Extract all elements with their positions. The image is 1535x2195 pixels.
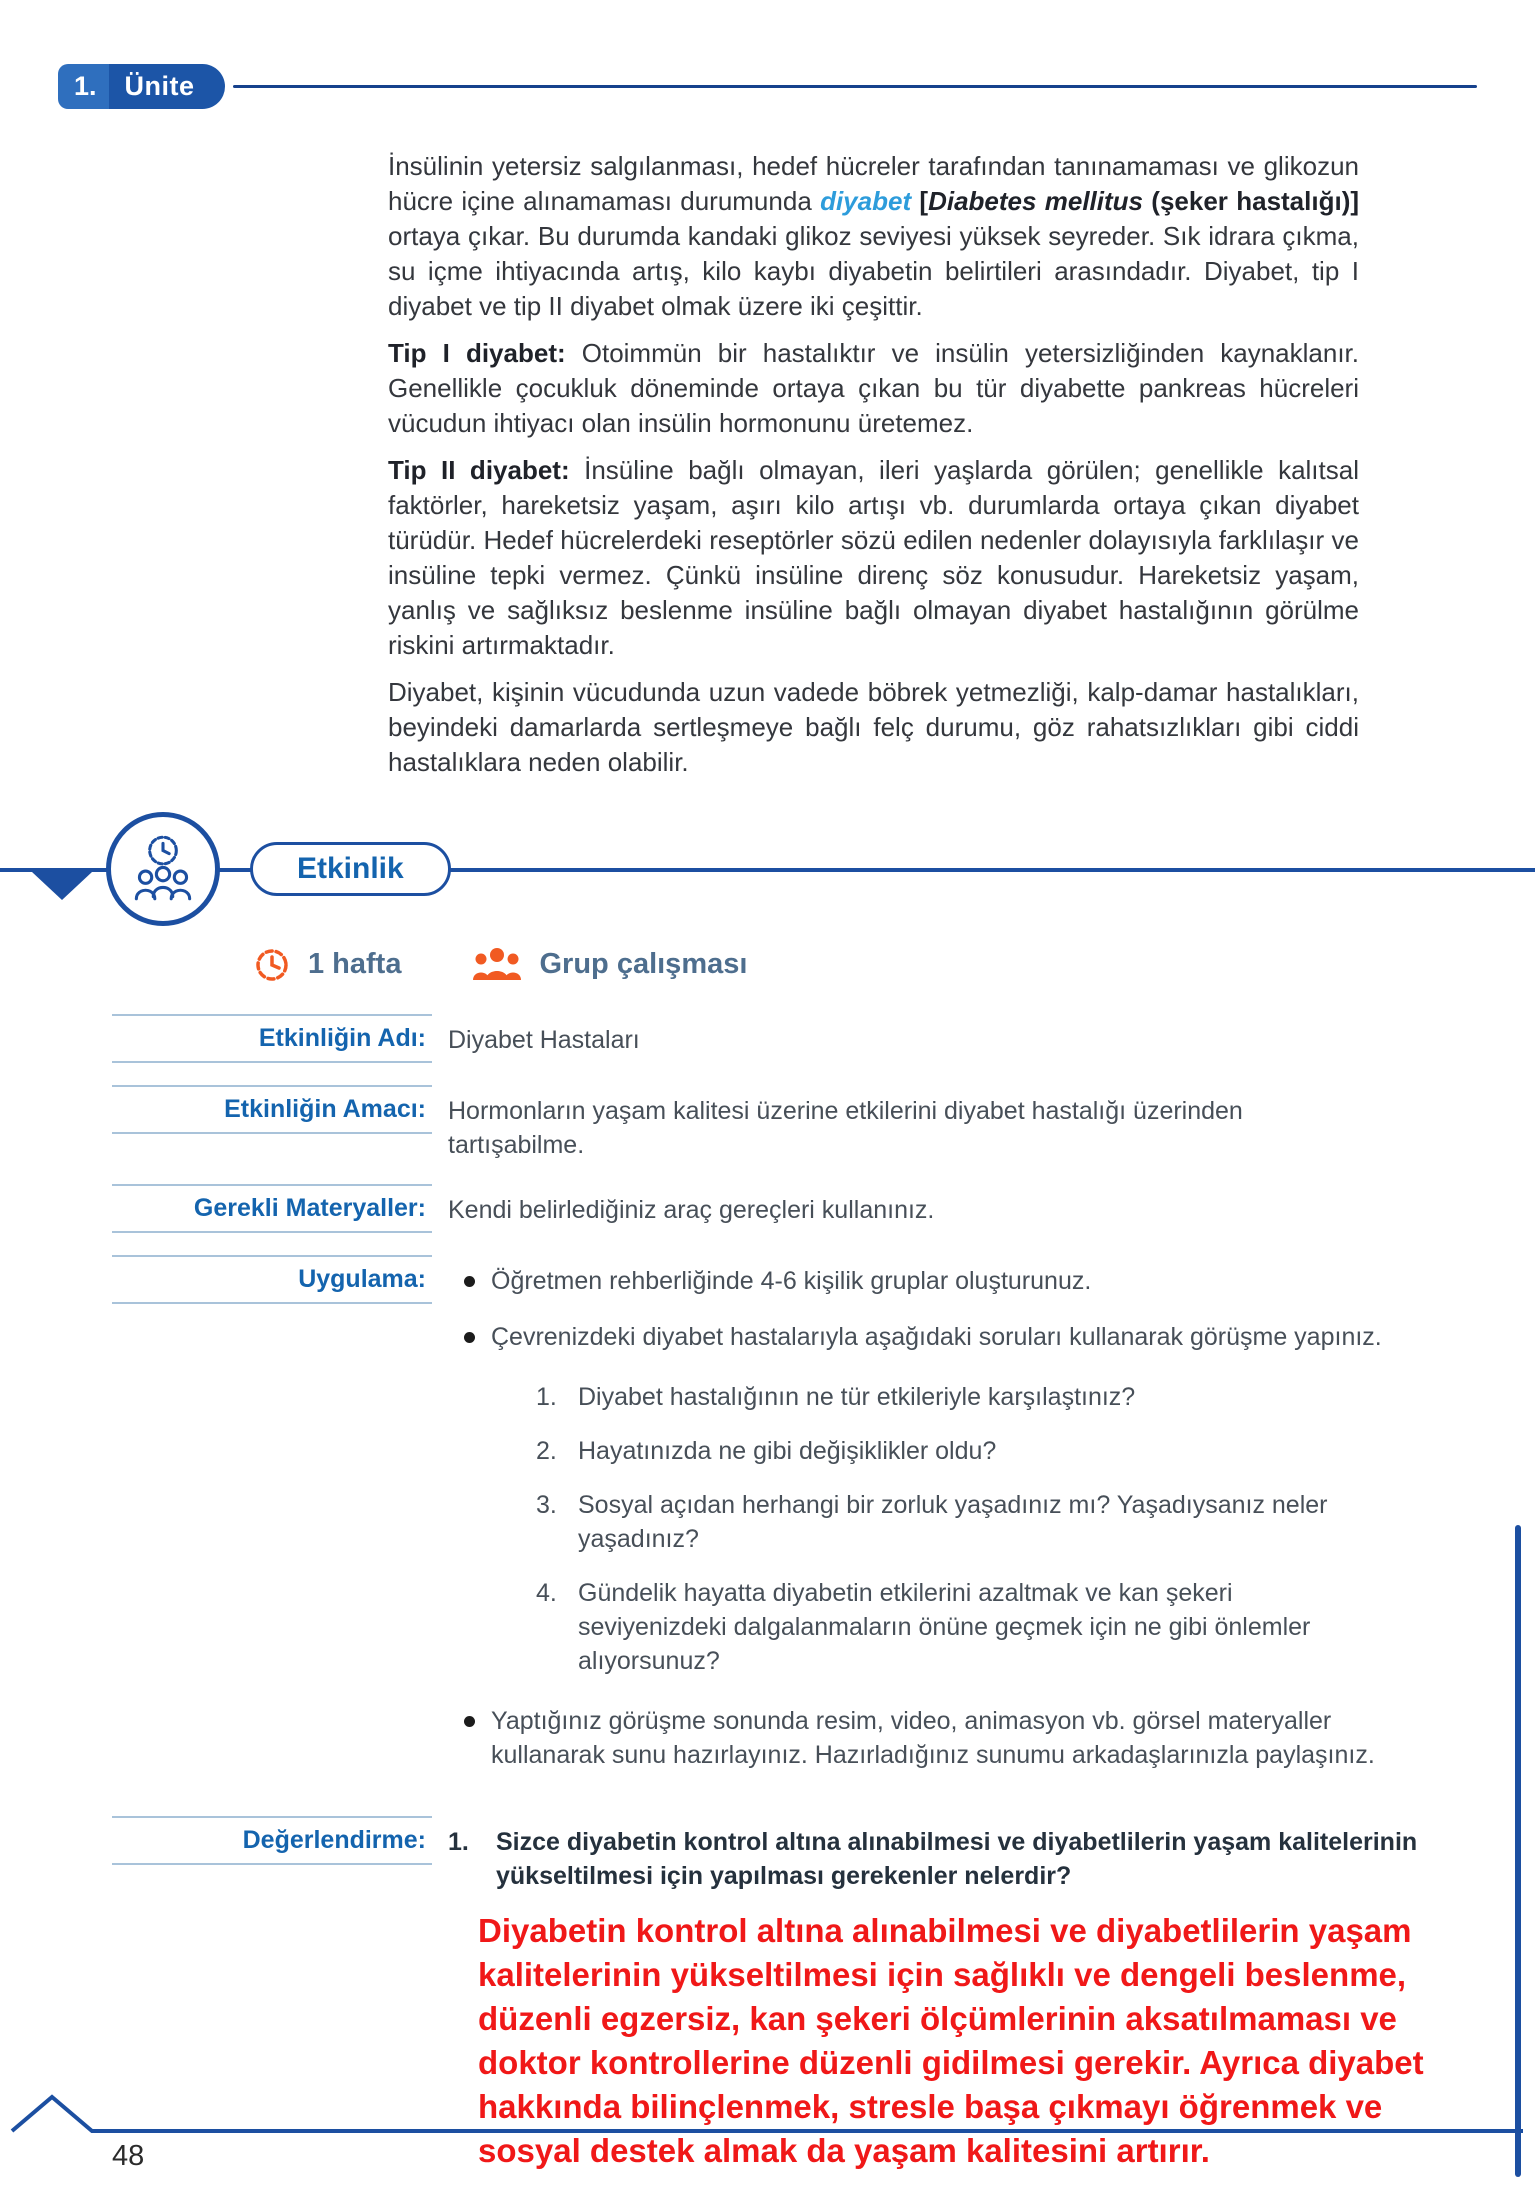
group-icon — [471, 945, 523, 983]
group-work-item — [471, 945, 747, 983]
evaluation-number: 1. — [448, 1828, 469, 1856]
intro-run-2: ortaya çıkar. Bu durumda kandaki glikoz seviyesi yüksek seyreder. Sık idrara çıkma, su içme ihtiyacında artış, kilo kaybı diyabetin belirtileri arasındadır. Diyabet, tip I diyabet ve tip II diyabet olmak üzere iki çeşittir. — [388, 221, 1359, 321]
divider-line — [0, 868, 1535, 872]
field-activity-name — [112, 1014, 1385, 1063]
question-item — [536, 1576, 1385, 1678]
field-value-purpose: Hormonların yaşam kalitesi üzerine etkilerini diyabet hastalığı üzerinden tartışabilme. — [448, 1097, 1243, 1159]
intro-text — [388, 149, 1359, 780]
unit-number: 1. — [58, 64, 109, 109]
list-item — [464, 1704, 1385, 1772]
question-text: Gündelik hayatta diyabetin etkilerini azaltmak ve kan şekeri seviyenizdeki dalgalanmaların önüne geçmek için ne gibi önlemler alıyorsunuz? — [578, 1579, 1311, 1675]
activity-block — [0, 944, 1535, 2173]
paragraph-diyabet-intro — [388, 149, 1359, 324]
tip2-body: İnsüline bağlı olmayan, ileri yaşlarda görülen; genellikle kalıtsal faktörler, hareketsiz yaşam, aşırı kilo artışı vb. durumlarda ortaya çıkan diyabet türüdür. Hedef hücrelerdeki reseptörler sözü edilen nedenler dolayısıyla farklılaşır ve insüline tepki vermez. Çünkü insüline direnç söz konusudur. Hareketsiz yaşam, yanlış ve sağlıksız beslenme insüline bağlı olmayan diyabet hastalığının görülme riskini artırmaktadır. — [388, 455, 1359, 660]
bullet-text: Yaptığınız görüşme sonunda resim, video, animasyon vb. görsel materyaller kullanarak sunu hazırlayınız. Hazırladığınız sunumu arkadaşlarınızla paylaşınız. — [491, 1707, 1375, 1769]
intro-run-1: İnsülinin yetersiz salgılanması, hedef hücreler tarafından tanınamaması ve glikozun hücre içine alınamaması durumunda — [388, 151, 1359, 216]
field-label-evaluation: Değerlendirme: — [112, 1816, 432, 1865]
paragraph-tip1 — [388, 336, 1359, 441]
diyabet-term: diyabet — [820, 186, 912, 216]
page-number: 48 — [112, 2140, 145, 2172]
timer-icon — [252, 944, 292, 984]
activity-section-pill — [250, 842, 451, 896]
unit-label: Ünite — [109, 64, 225, 109]
field-label-materials: Gerekli Materyaller: — [112, 1184, 432, 1233]
bullet-dot — [464, 1716, 475, 1727]
bullet-text: Öğretmen rehberliğinde 4-6 kişilik gruplar oluşturunuz. — [491, 1267, 1092, 1295]
bullet-dot — [464, 1276, 475, 1287]
application-steps — [448, 1255, 1385, 1794]
activity-divider — [0, 810, 1535, 938]
list-item — [464, 1320, 1385, 1354]
unit-header — [0, 0, 1535, 109]
question-text: Hayatınızda ne gibi değişiklikler oldu? — [578, 1437, 997, 1465]
latin-term: Diabetes mellitus — [928, 186, 1144, 216]
question-item — [536, 1380, 1385, 1414]
header-rule — [233, 85, 1477, 88]
handwritten-answer: Diyabetin kontrol altına alınabilmesi ve diyabetlilerin yaşam kalitelerinin yükseltilmesi için sağlıklı ve dengeli beslenme, düzenli egzersiz, kan şekeri ölçümlerinin aksatılmaması ve doktor kontrollerine düzenli gidilmesi gerekir. Ayrıca diyabet hakkında bilinçlenmek, stresle başa çıkmayı öğrenmek ve sosyal destek almak da yaşam kalitesini artırır. — [478, 1912, 1424, 2169]
paragraph-complications: Diyabet, kişinin vücudunda uzun vadede böbrek yetmezliği, kalp-damar hastalıkları, beyindeki damarlarda sertleşmeye bağlı felç durumu, göz rahatsızlıkları gibi ciddi hastalıklara neden olabilir. — [388, 677, 1359, 777]
question-text: Diyabet hastalığının ne tür etkileriyle karşılaştınız? — [578, 1383, 1136, 1411]
activity-section-label: Etkinlik — [297, 852, 404, 885]
divider-triangle — [32, 872, 92, 900]
tip1-body: Otoimmün bir hastalıktır ve insülin yetersizliğinden kaynaklanır. Genellikle çocukluk döneminde ortaya çıkan bu tür diyabette pankreas hücreleri vücudun ihtiyacı olan insülin hormonunu üretemez. — [388, 338, 1360, 438]
seker-hastaligi: (şeker hastalığı)] — [1143, 186, 1360, 216]
activity-badge-circle — [106, 812, 220, 926]
field-activity-purpose — [112, 1085, 1385, 1162]
question-number: 1. — [536, 1383, 557, 1411]
question-number: 2. — [536, 1437, 557, 1465]
field-label-purpose: Etkinliğin Amacı: — [112, 1085, 432, 1134]
list-item — [464, 1264, 1385, 1298]
question-number: 4. — [536, 1579, 557, 1607]
question-item — [536, 1488, 1385, 1556]
bracket-open: [ — [911, 186, 929, 216]
unit-badge — [58, 64, 225, 109]
evaluation-question — [448, 1825, 1495, 1893]
evaluation-question-text: Sizce diyabetin kontrol altına alınabilmesi ve diyabetlilerin yaşam kalitelerinin yükseltilmesi için yapılması gerekenler nelerdir? — [496, 1828, 1418, 1890]
paragraph-tip2 — [388, 453, 1359, 663]
field-application — [112, 1255, 1385, 1794]
field-value-name: Diyabet Hastaları — [448, 1026, 640, 1054]
activity-meta — [252, 944, 1535, 984]
tip1-lead: Tip I diyabet: — [388, 338, 566, 368]
clock-people-icon — [122, 828, 204, 910]
interview-questions — [536, 1380, 1385, 1678]
bullet-text: Çevrenizdeki diyabet hastalarıyla aşağıdaki soruları kullanarak görüşme yapınız. — [491, 1323, 1382, 1351]
field-value-materials: Kendi belirlediğiniz araç gereçleri kullanınız. — [448, 1196, 935, 1224]
tip2-lead: Tip II diyabet: — [388, 455, 570, 485]
right-edge-bar — [1515, 1525, 1521, 2177]
question-number: 3. — [536, 1491, 557, 1519]
bullet-dot — [464, 1332, 475, 1343]
field-label-name: Etkinliğin Adı: — [112, 1014, 432, 1063]
field-materials — [112, 1184, 1385, 1233]
question-item — [536, 1434, 1385, 1468]
footer-zigzag-rule — [0, 2085, 1535, 2145]
field-label-application: Uygulama: — [112, 1255, 432, 1304]
question-text: Sosyal açıdan herhangi bir zorluk yaşadınız mı? Yaşadıysanız neler yaşadınız? — [578, 1491, 1328, 1553]
group-work-label: Grup çalışması — [539, 947, 748, 980]
duration-item — [252, 944, 401, 984]
duration-label: 1 hafta — [308, 947, 402, 980]
